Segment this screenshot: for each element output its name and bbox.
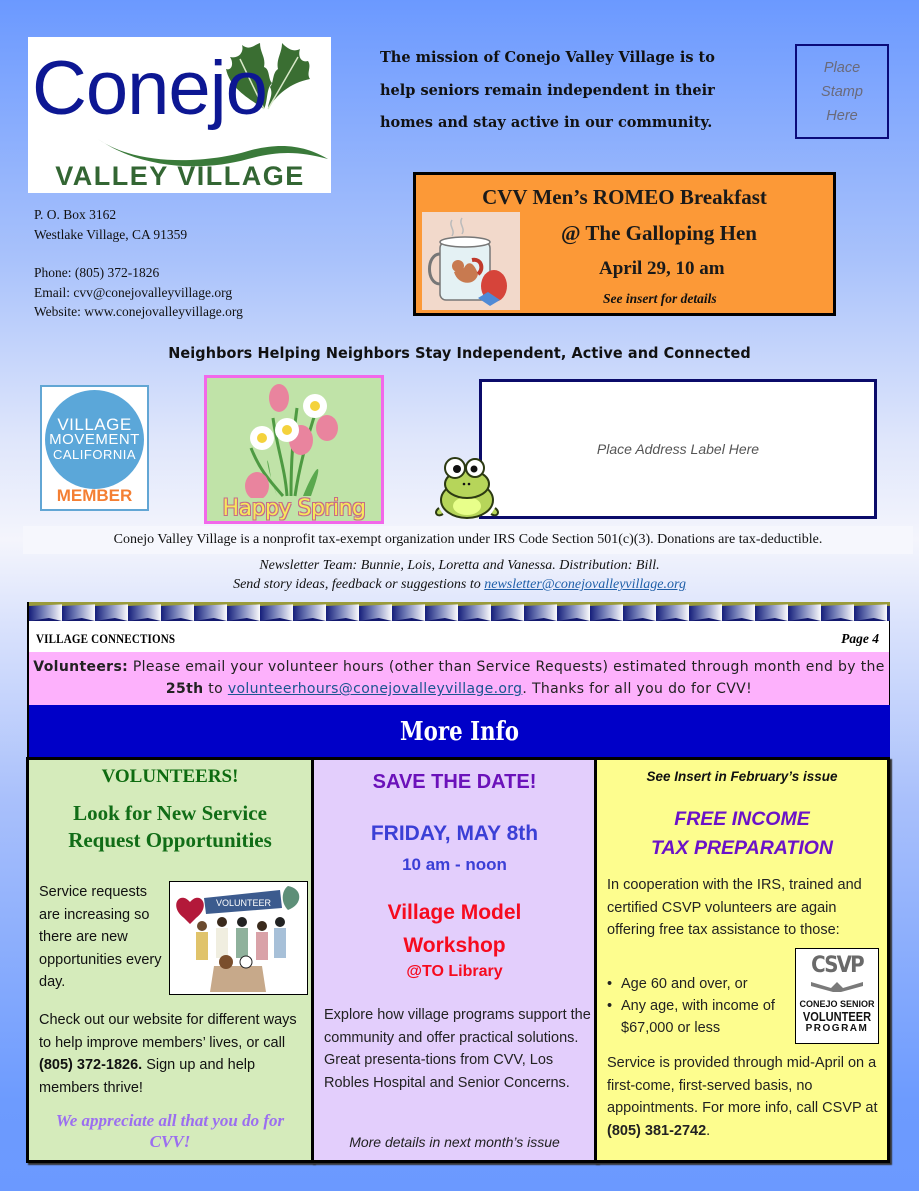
tax-prep-title bbox=[597, 805, 887, 863]
volunteer-hours-email-link[interactable]: volunteerhours@conejovalleyvillage.org bbox=[227, 681, 523, 697]
cvv-logo bbox=[28, 37, 331, 193]
team-contact-prefix: Send story ideas, feedback or suggestions to bbox=[233, 577, 485, 592]
volunteers-body: Service requests are increasing so there are new opportunities every day. bbox=[39, 884, 162, 990]
mission-line: The mission of Conejo Valley Village is to bbox=[380, 49, 715, 66]
romeo-date: April 29, 10 am bbox=[599, 258, 725, 279]
section-header bbox=[27, 621, 890, 652]
team-line: Newsletter Team: Bunnie, Lois, Loretta and Vanessa. Distribution: Bill. bbox=[259, 558, 660, 573]
phone: Phone: (805) 372-1826 bbox=[34, 265, 160, 280]
happy-spring-image bbox=[204, 375, 384, 524]
volunteer-note-text: . Thanks for all you do for CVV! bbox=[522, 681, 753, 697]
stamp-text: Place bbox=[823, 59, 861, 76]
tulip-daffodil-icon bbox=[207, 378, 381, 498]
volunteer-note-deadline: 25th bbox=[165, 681, 204, 697]
event-location: @TO Library bbox=[406, 963, 503, 980]
save-date-heading: SAVE THE DATE! bbox=[372, 771, 537, 793]
address-label-placeholder bbox=[479, 379, 877, 519]
stamp-placeholder bbox=[795, 44, 889, 139]
newsletter-email-link[interactable]: newsletter@conejovalleyvillage.org bbox=[484, 577, 686, 592]
tax-prep-intro: In cooperation with the IRS, trained and certified CSVP volunteers are again offering free tax assistance to those: bbox=[607, 877, 862, 938]
csvp-logo-line: VOLUNTEER bbox=[802, 1009, 872, 1024]
page-number: Page 4 bbox=[841, 631, 879, 646]
stamp-text: Stamp bbox=[821, 83, 863, 100]
village-movement-badge bbox=[40, 385, 149, 511]
subheading-line: Look for New Service bbox=[73, 801, 267, 825]
volunteer-hours-note bbox=[27, 652, 890, 705]
event-date: FRIDAY, MAY 8th bbox=[370, 822, 539, 845]
logo-subtitle: VALLEY VILLAGE bbox=[55, 161, 305, 191]
volunteers-phone: (805) 372-1826. bbox=[39, 1057, 143, 1073]
frog-icon bbox=[431, 448, 503, 520]
volunteer-illustration bbox=[169, 881, 308, 995]
stamp-text: Here bbox=[826, 107, 858, 124]
vmc-member-label: MEMBER bbox=[56, 486, 133, 505]
mission-statement bbox=[380, 42, 780, 140]
nonprofit-statement: Conejo Valley Village is a nonprofit tax-exempt organization under IRS Code Section 501(c)(3). Donations are tax-deductible. bbox=[23, 526, 913, 554]
event-more-details: More details in next month’s issue bbox=[349, 1134, 560, 1150]
vmc-line: VILLAGE bbox=[57, 415, 132, 434]
eligibility-list bbox=[607, 973, 792, 1039]
body-text: Sign up and help members thrive! bbox=[39, 1057, 256, 1096]
body-text: Check out our website for different ways to help improve members’ lives, or call bbox=[39, 1012, 297, 1051]
tagline: Neighbors Helping Neighbors Stay Independent, Active and Connected bbox=[168, 344, 751, 362]
po-box: P. O. Box 3162 bbox=[34, 207, 117, 222]
logo-wordmark: Conejo bbox=[32, 46, 267, 131]
tax-title-line: FREE INCOME bbox=[674, 808, 810, 830]
csvp-logo-line: PROGRAM bbox=[805, 1023, 869, 1034]
romeo-breakfast-box bbox=[413, 172, 836, 316]
romeo-place: @ The Galloping Hen bbox=[561, 221, 757, 245]
csvp-figure-icon bbox=[807, 978, 867, 994]
volunteers-panel bbox=[26, 757, 314, 1163]
event-title bbox=[314, 896, 595, 962]
csvp-phone: (805) 381-2742 bbox=[607, 1122, 707, 1139]
tax-prep-details bbox=[607, 1052, 887, 1142]
volunteers-body-2 bbox=[39, 1009, 309, 1099]
decorative-band bbox=[27, 602, 890, 621]
event-description: Explore how village programs support the community and offer practical solutions. Great presenta-tions from CVV, Los Robles Hospital and Senior Concerns. bbox=[324, 1007, 591, 1091]
vmc-circle bbox=[45, 390, 144, 489]
event-title-line: Workshop bbox=[403, 934, 506, 957]
volunteers-subheading bbox=[29, 800, 311, 854]
romeo-title: CVV Men’s ROMEO Breakfast bbox=[482, 185, 767, 209]
tax-prep-panel bbox=[594, 757, 890, 1163]
svg-text:VOLUNTEER: VOLUNTEER bbox=[216, 898, 272, 908]
website[interactable]: Website: www.conejovalleyvillage.org bbox=[34, 304, 243, 319]
event-time: 10 am - noon bbox=[402, 855, 507, 874]
eligibility-item: • Any age, with income of $67,000 or less bbox=[607, 995, 792, 1039]
tax-title-line: TAX PREPARATION bbox=[650, 837, 833, 859]
vmc-line: MOVEMENT bbox=[49, 431, 140, 448]
volunteers-heading: VOLUNTEERS! bbox=[101, 766, 239, 787]
eligibility-item: • Age 60 and over, or bbox=[607, 973, 792, 995]
mission-line: homes and stay active in our community. bbox=[380, 114, 713, 131]
section-title: VILLAGE CONNECTIONS bbox=[36, 631, 176, 646]
romeo-note: See insert for details bbox=[603, 291, 717, 306]
body-text: . bbox=[706, 1122, 711, 1139]
body-text: Service is provided through mid-April on a first-come, first-served basis, no appointments. For more info, call CSVP at bbox=[607, 1055, 878, 1116]
banner-title: More Info bbox=[400, 717, 519, 747]
see-insert-note: See Insert in February’s issue bbox=[646, 769, 838, 784]
csvp-logo-text: CSVP bbox=[811, 953, 863, 978]
happy-spring-text: Happy Spring bbox=[222, 496, 366, 521]
city: Westlake Village, CA 91359 bbox=[34, 226, 188, 242]
csvp-logo-line: CONEJO SENIOR bbox=[799, 999, 875, 1009]
newsletter-team bbox=[0, 556, 919, 594]
csvp-logo bbox=[795, 948, 879, 1044]
subheading-line: Request Opportunities bbox=[68, 828, 272, 852]
team-contact-line bbox=[0, 575, 919, 594]
volunteers-thanks: We appreciate all that you do for CVV! bbox=[55, 1111, 285, 1151]
volunteer-note-text: Please email your volunteer hours (other than Service Requests) estimated through month end by the bbox=[128, 659, 885, 675]
event-title-line: Village Model bbox=[387, 901, 522, 924]
address-label-text: Place Address Label Here bbox=[596, 441, 760, 457]
volunteer-note-label: Volunteers: bbox=[33, 659, 129, 675]
email[interactable]: Email: cvv@conejovalleyvillage.org bbox=[34, 284, 233, 300]
save-the-date-panel bbox=[311, 757, 598, 1163]
contact-info bbox=[34, 205, 243, 322]
vmc-line: CALIFORNIA bbox=[52, 447, 136, 462]
volunteer-note-text: to bbox=[203, 681, 228, 697]
more-info-banner bbox=[27, 705, 890, 758]
mission-line: help seniors remain independent in their bbox=[380, 81, 715, 99]
mug-rooster-icon bbox=[422, 212, 520, 310]
